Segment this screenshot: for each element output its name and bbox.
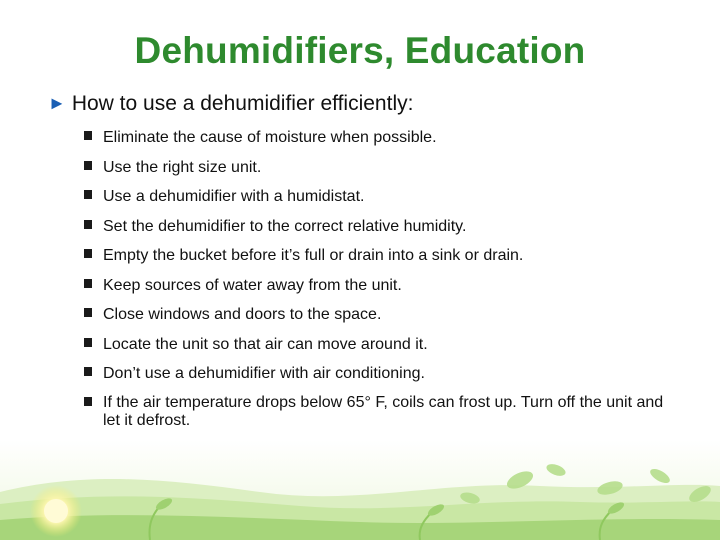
square-bullet-icon — [84, 220, 92, 229]
list-item — [84, 303, 684, 333]
list-item-text: Close windows and doors to the space. — [103, 306, 382, 323]
square-bullet-icon — [84, 249, 92, 258]
square-bullet-icon — [84, 367, 92, 376]
square-bullet-icon — [84, 397, 92, 406]
list-item-text: Use the right size unit. — [103, 158, 262, 176]
meadow-decoration — [0, 440, 720, 540]
square-bullet-icon — [84, 279, 92, 288]
main-bullet-text: How to use a dehumidifier efficiently: — [71, 92, 414, 115]
list-item-text: Locate the unit so that air can move around it. — [103, 335, 428, 353]
list-item — [84, 274, 684, 304]
list-item-text: Keep sources of water away from the unit. — [103, 276, 402, 294]
sub-bullet-list — [84, 126, 684, 429]
list-item — [84, 156, 684, 186]
slide-title: Dehumidifiers, Education — [134, 30, 586, 71]
list-item-text: Use a dehumidifier with a humidistat. — [103, 188, 365, 205]
square-bullet-icon — [84, 308, 92, 317]
list-item — [84, 244, 684, 274]
list-item-text: Empty the bucket before it’s full or drain into a sink or drain. — [103, 247, 524, 264]
square-bullet-icon — [84, 131, 92, 140]
main-bullet — [48, 92, 413, 116]
square-bullet-icon — [84, 190, 92, 199]
list-item — [84, 392, 684, 429]
list-item-text: Set the dehumidifier to the correct relative humidity. — [103, 217, 467, 235]
list-item — [84, 362, 684, 392]
list-item — [84, 333, 684, 363]
list-item — [84, 215, 684, 245]
list-item — [84, 185, 684, 215]
list-item — [84, 126, 684, 156]
square-bullet-icon — [84, 338, 92, 347]
square-bullet-icon — [84, 161, 92, 170]
list-item-text: Eliminate the cause of moisture when possible. — [103, 129, 437, 146]
list-item-text: Don’t use a dehumidifier with air conditioning. — [103, 365, 425, 382]
triangle-arrow-icon: ► — [48, 93, 66, 113]
list-item-text: If the air temperature drops below 65° F, coils can frost up. Turn off the unit and let it defrost. — [103, 393, 664, 429]
